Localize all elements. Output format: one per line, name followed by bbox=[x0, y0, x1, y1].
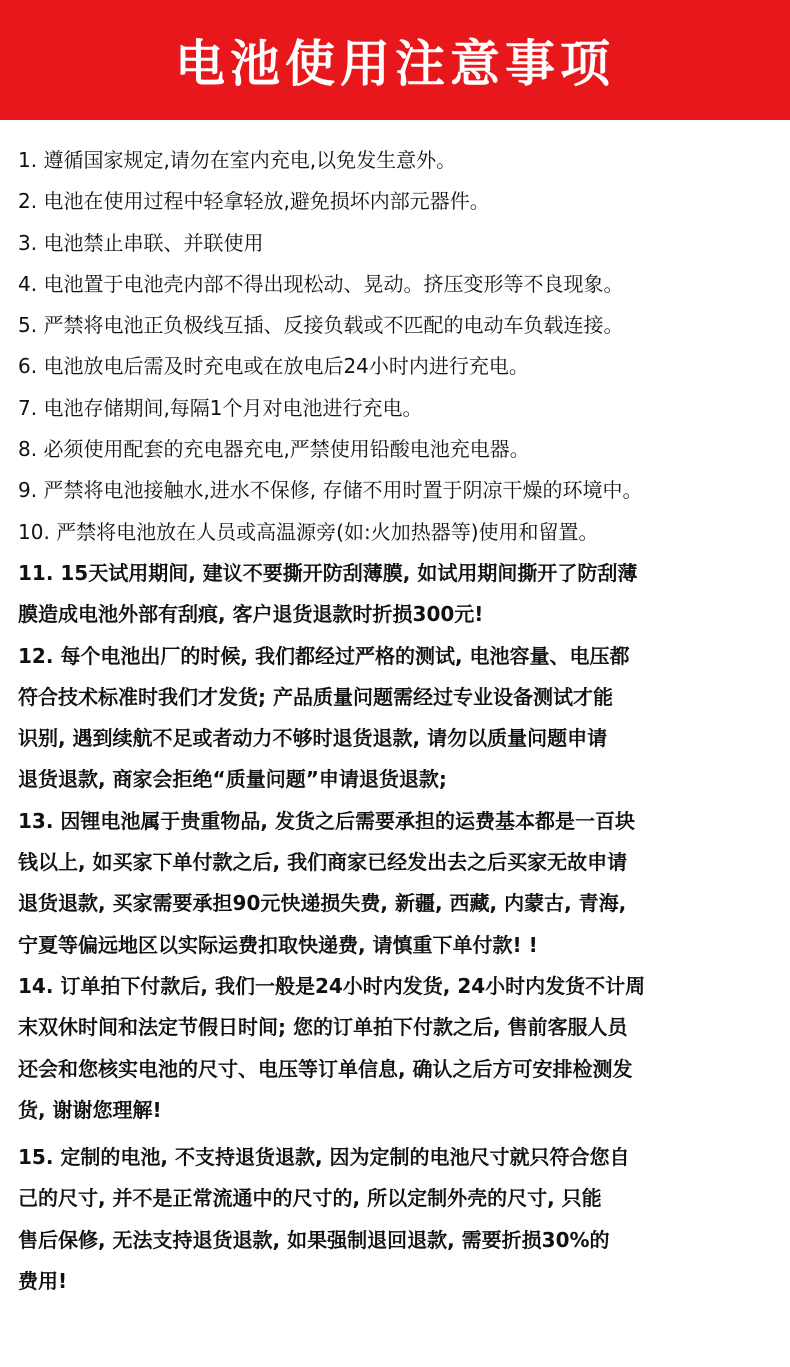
notice-item-15: 15. 定制的电池, 不支持退货退款, 因为定制的电池尺寸就只符合您自 己的尺寸, 并不是正常流通中的尺寸的, 所以定制外壳的尺寸, 只能 售后保修, 无法支持退货退款, 如果强制退回退款, 需要折损30%的 费用! bbox=[18, 1145, 630, 1294]
notice-item-8: 8. 必须使用配套的充电器充电,严禁使用铅酸电池充电器。 bbox=[18, 437, 530, 462]
notice-item-14: 14. 订单拍下付款后, 我们一般是24小时内发货, 24小时内发货不计周 末双休时间和法定节假日时间; 您的订单拍下付款之后, 售前客服人员 还会和您核实电池的尺寸、电压等订单信息, 确认之后方可安排检测发 货, 谢谢您理解! bbox=[18, 973, 646, 1122]
notice-item-7: 7. 电池存储期间,每隔1个月对电池进行充电。 bbox=[18, 395, 423, 420]
notice-item-3: 3. 电池禁止串联、并联使用 bbox=[18, 230, 264, 255]
notice-item-1: 1. 遵循国家规定,请勿在室内充电,以免发生意外。 bbox=[18, 148, 457, 172]
notice-item-6: 6. 电池放电后需及时充电或在放电后24小时内进行充电。 bbox=[18, 354, 529, 379]
notice-item-4: 4. 电池置于电池壳内部不得出现松动、晃动。挤压变形等不良现象。 bbox=[18, 271, 624, 296]
notice-item-2: 2. 电池在使用过程中轻拿轻放,避免损坏内部元器件。 bbox=[18, 189, 490, 214]
notice-item-12: 12. 每个电池出厂的时候, 我们都经过严格的测试, 电池容量、电压都 符合技术标准时我们才发货; 产品质量问题需经过专业设备测试才能 识别, 遇到续航不足或者动力不够时退货退款, 请勿以质量问题申请 退货退款, 商家会拒绝“质量问题”申请退货退款; bbox=[18, 643, 630, 792]
notice-list bbox=[0, 120, 786, 1302]
notice-item-13: 13. 因锂电池属于贵重物品, 发货之后需要承担的运费基本都是一百块 钱以上, 如买家下单付款之后, 我们商家已经发出去之后买家无故申请 退货退款, 买家需要承担90元快递损失费, 新疆, 西藏, 内蒙古, 青海, 宁夏等偏远地区以实际运费扣取快递费, 请慎重下单付款! ! bbox=[18, 808, 635, 957]
notice-item-5: 5. 严禁将电池正负极线互插、反接负载或不匹配的电动车负载连接。 bbox=[18, 313, 624, 338]
notice-item-9: 9. 严禁将电池接触水,进水不保修, 存储不用时置于阴凉干燥的环境中。 bbox=[18, 478, 643, 503]
notice-item-11: 11. 15天试用期间, 建议不要撕开防刮薄膜, 如试用期间撕开了防刮薄 膜造成电池外部有刮痕, 客户退货退款时折损300元! bbox=[18, 560, 638, 627]
title-banner bbox=[0, 0, 790, 120]
page-title: 电池使用注意事项 bbox=[175, 35, 615, 93]
notice-item-10: 10. 严禁将电池放在人员或高温源旁(如:火加热器等)使用和留置。 bbox=[18, 519, 599, 544]
